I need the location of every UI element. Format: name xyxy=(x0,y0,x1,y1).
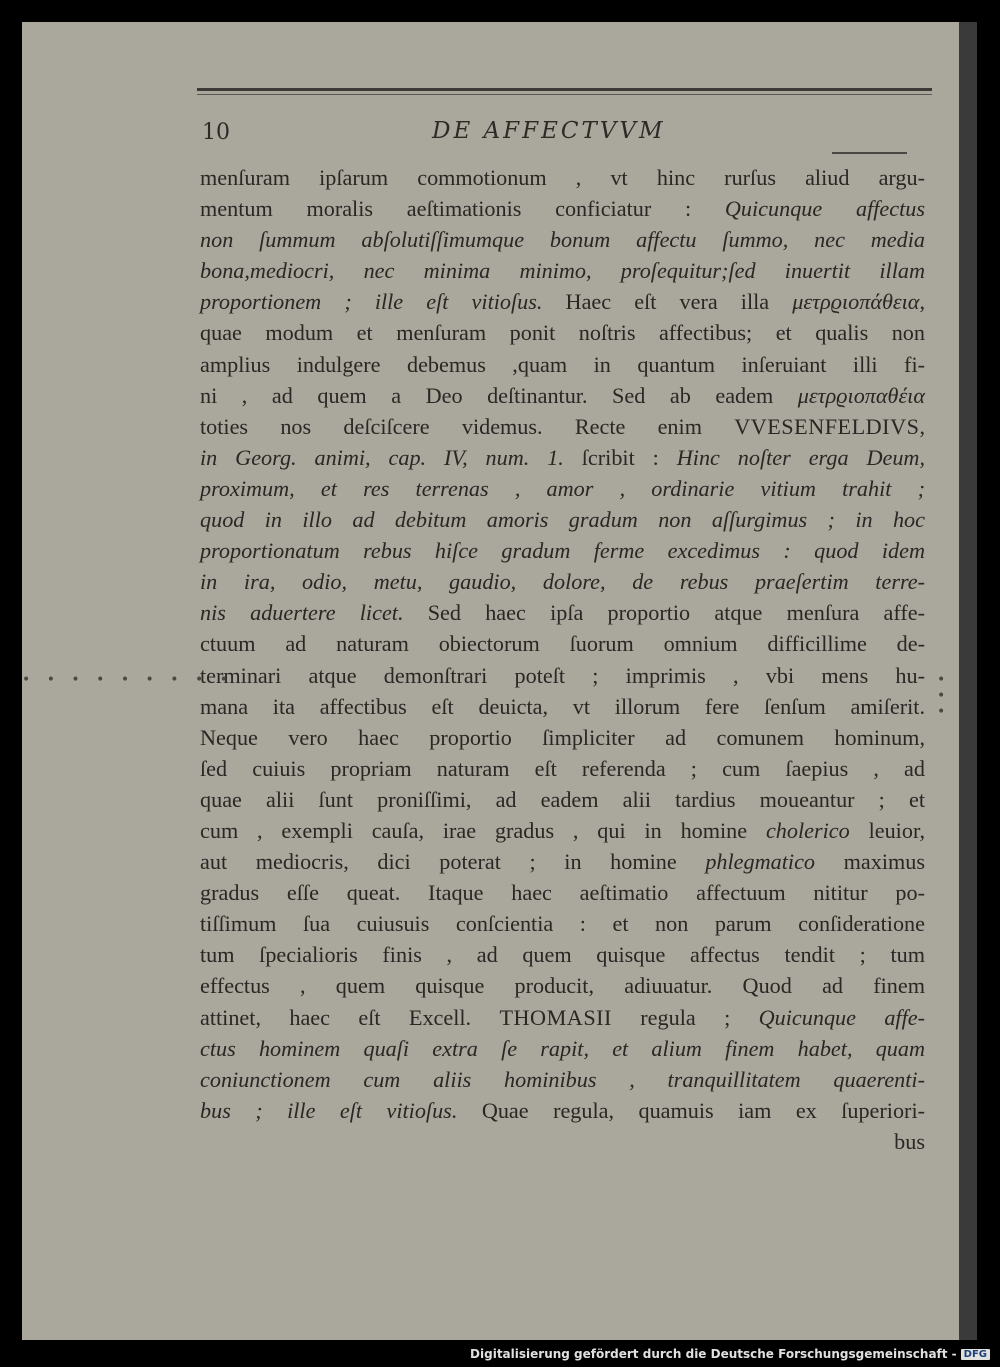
text-run: regula ; xyxy=(611,1004,759,1030)
text-line xyxy=(200,815,925,846)
text-run: ni , ad quem a Deo deſtinantur. Sed ab eadem xyxy=(200,382,798,408)
page-number: 10 xyxy=(202,120,230,145)
text-run: maximus xyxy=(815,849,925,875)
text-run: μετρϱιοπάθεια xyxy=(792,289,920,315)
text-run: proximum, et res terrenas , amor , ordinarie vitium trahit ; xyxy=(200,475,925,501)
dfg-logo: DFG xyxy=(961,1349,990,1360)
text-line xyxy=(200,286,925,317)
text-line xyxy=(200,473,925,504)
text-run: Quae regula, quamuis iam ex ſuperiori- xyxy=(481,1097,925,1123)
text-run: , xyxy=(919,289,925,315)
text-line xyxy=(200,784,925,815)
text-run: menſuram ipſarum commotionum , vt hinc rurſus aliud argu- xyxy=(200,165,925,190)
text-run: bona,mediocri, nec minima minimo, proſequitur;ſed inuertit illam xyxy=(200,258,925,284)
body-text xyxy=(200,162,925,1157)
margin-dots-left: • • • • • • • • • xyxy=(22,672,234,688)
footer xyxy=(470,1347,990,1361)
text-run: quae modum et menſuram ponit noſtris affectibus; et qualis non xyxy=(200,320,925,346)
text-line xyxy=(200,566,925,597)
text-line xyxy=(200,970,925,1001)
text-run: ſed cuiuis propriam naturam eſt referenda ; cum ſaepius , ad xyxy=(200,755,925,781)
text-run: cholerico xyxy=(765,817,850,843)
text-run: VVESENFELDIVS xyxy=(734,413,920,439)
text-run: toties nos deſciſcere videmus. Recte enim xyxy=(200,413,735,439)
text-line xyxy=(200,877,925,908)
header-rule-thin xyxy=(197,94,932,95)
text-run: tum ſpecialioris finis , ad quem quisque affectus tendit ; tum xyxy=(200,942,925,968)
text-run: proportionem ; ille eſt vitioſus. xyxy=(200,289,566,315)
text-run: THOMASII xyxy=(499,1004,612,1030)
text-run: mentum moralis aeſtimationis conficiatur : xyxy=(200,196,725,222)
header-rule xyxy=(197,88,932,91)
text-run: μετρϱιοπαθέια xyxy=(797,382,925,408)
text-line xyxy=(200,1033,925,1064)
text-run: in Georg. animi, cap. IV, num. 1. xyxy=(200,444,582,470)
text-line xyxy=(200,846,925,877)
text-run: , xyxy=(919,413,925,439)
book-page xyxy=(22,22,977,1340)
text-run: terminari atque demonſtrari poteſt ; imprimis , vbi mens hu- xyxy=(200,662,925,688)
text-line xyxy=(200,162,925,193)
text-run: Quicunque affe- xyxy=(758,1004,925,1030)
text-run: in ira, odio, metu, gaudio, dolore, de rebus praeſertim terre- xyxy=(200,569,925,595)
text-line xyxy=(200,628,925,659)
text-run: ctus hominem quaſi extra ſe rapit, et alium finem habet, quam xyxy=(200,1035,925,1061)
text-line xyxy=(200,504,925,535)
text-run: quod in illo ad debitum amoris gradum non aſſurgimus ; in hoc xyxy=(200,507,925,533)
text-line xyxy=(200,193,925,224)
text-run: Neque vero haec proportio ſimpliciter ad comunem hominum, xyxy=(200,724,925,750)
text-run: coniunctionem cum aliis hominibus , tranquillitatem quaerenti- xyxy=(200,1066,925,1092)
text-run: phlegmatico xyxy=(705,849,816,875)
text-run: Haec eſt vera illa xyxy=(565,289,793,315)
text-run: tiſſimum ſua cuiusuis conſcientia : et non parum conſideratione xyxy=(200,911,925,937)
running-head: DE AFFECTVVM xyxy=(432,118,666,144)
text-line xyxy=(200,1064,925,1095)
text-run: aut mediocris, dici poterat ; in homine xyxy=(200,849,706,875)
text-line xyxy=(200,317,925,348)
text-run: ctuum ad naturam obiectorum ſuorum omnium difficillime de- xyxy=(200,631,925,657)
text-run: non ſummum abſolutiſſimumque bonum affectu ſummo, nec media xyxy=(200,227,925,253)
text-run: bus ; ille eſt vitioſus. xyxy=(200,1097,482,1123)
text-line xyxy=(200,380,925,411)
running-head-rule xyxy=(832,152,907,154)
text-line xyxy=(200,908,925,939)
text-run: nis aduertere licet. xyxy=(200,600,428,626)
text-line xyxy=(200,1095,925,1126)
text-run: mana ita affectibus eſt deuicta, vt illorum fere ſenſum amiſerit. xyxy=(200,693,925,719)
text-line xyxy=(200,224,925,255)
text-line xyxy=(200,349,925,380)
text-run: gradus eſſe queat. Itaque haec aeſtimatio affectuum nititur po- xyxy=(200,880,925,906)
footer-text: Digitalisierung gefördert durch die Deutsche Forschungsgemeinschaft - xyxy=(470,1347,957,1361)
text-line xyxy=(200,1002,925,1033)
text-line xyxy=(200,411,925,442)
text-run: attinet, haec eſt Excell. xyxy=(200,1004,500,1030)
text-run: amplius indulgere debemus ,quam in quantum inſeruiant illi fi- xyxy=(200,351,925,377)
text-line xyxy=(200,442,925,473)
text-run: cum , exempli cauſa, irae gradus , qui in homine xyxy=(200,817,766,843)
text-run: proportionatum rebus hiſce gradum ferme excedimus : quod idem xyxy=(200,538,925,564)
text-line xyxy=(200,753,925,784)
text-run: leuior, xyxy=(849,817,925,843)
text-run: effectus , quem quisque producit, adiuuatur. Quod ad finem xyxy=(200,973,925,999)
catchword: bus xyxy=(894,1128,925,1154)
text-run: ſcribit : xyxy=(581,444,677,470)
text-run: Hinc noſter erga Deum, xyxy=(676,444,925,470)
text-line xyxy=(200,535,925,566)
text-run: Quicunque affectus xyxy=(724,196,925,222)
text-run: quae alii ſunt proniſſimi, ad eadem alii tardius moueantur ; et xyxy=(200,786,925,812)
text-line xyxy=(200,660,925,691)
text-line xyxy=(200,597,925,628)
text-run: Sed haec ipſa proportio atque menſura affe- xyxy=(427,600,925,626)
text-line xyxy=(200,691,925,722)
text-line xyxy=(200,722,925,753)
margin-dots-right: • • • xyxy=(937,672,952,720)
text-line xyxy=(200,255,925,286)
text-line xyxy=(200,939,925,970)
